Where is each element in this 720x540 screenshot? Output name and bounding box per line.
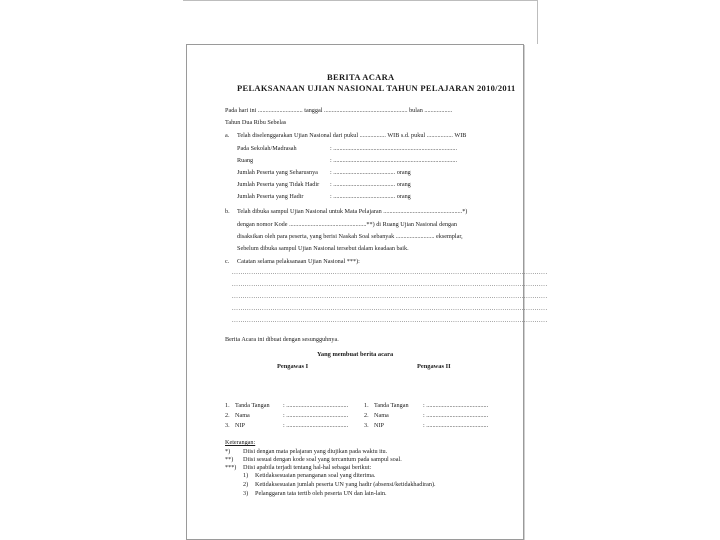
note-mark: *) [225,448,231,455]
sig-row-label: Nama [374,412,389,419]
sig-row-num: 1. [364,402,369,409]
section-b-line: Sebelum dibuka sampul Ujian Nasional tersebut dalam keadaan baik. [237,245,409,252]
intro-line: Pada hari ini ............................. tanggal ...................................................... bulan .................. [225,107,453,114]
sig-row-num: 2. [364,412,369,419]
notes-line: ................................................................................................................................................... [232,317,548,324]
sig-row-value: : ........................................ [283,422,349,429]
note-mark: ***) [225,464,237,471]
section-a-text: Telah diselenggarakan Ujian Nasional dari pukul ................. WIB s.d. pukul ................. WIB [237,132,467,139]
section-c-label: c. [225,258,230,265]
section-c-text: Catatan selama pelaksanaan Ujian Nasional ***): [237,258,360,265]
sig-row-num: 3. [364,422,369,429]
window-top-border [183,0,538,1]
subnote-num: 3) [243,490,249,497]
subnote-text: Ketidaksesuaian jumlah peserta UN yang hadir (absensi/ketidakhadiran). [255,481,436,488]
note-text: Diisi apabila terjadi tentang hal-hal sebagai berikut: [243,464,372,471]
field-value: : ................................................................................ [330,157,458,164]
field-label: Pada Sekolah/Madrasah [237,145,297,152]
sig-row-label: Tanda Tangan [235,402,270,409]
sig-row-num: 1. [225,402,230,409]
closing-statement: Berita Acara ini dibuat dengan sesungguhnya. [225,336,339,343]
supervisor-2-label: Pengawas II [417,363,451,370]
section-a-label: a. [225,132,230,139]
field-value: : ................................................................................ [330,145,458,152]
note-mark: **) [225,456,234,463]
notes-line: ................................................................................................................................................... [232,293,548,300]
field-label: Jumlah Peserta yang Seharusnya [237,169,318,176]
subnote-text: Pelanggaran tata tertib oleh peserta UN dan lain-lain. [255,490,387,497]
field-value: : ........................................ orang [330,181,411,188]
notes-line: ................................................................................................................................................... [232,305,548,312]
subnote-text: Ketidaksesuaian penanganan soal yang diterima. [255,472,376,479]
supervisor-1-label: Pengawas I [277,363,309,370]
field-value: : ........................................ orang [330,193,411,200]
sig-row-value: : ........................................ [423,422,489,429]
section-b-line: dengan nomor Kode ..................................................**) di Ruang Ujian Nasional dengan [237,221,457,228]
sig-row-num: 3. [225,422,230,429]
sig-row-num: 2. [225,412,230,419]
field-label: Jumlah Peserta yang Tidak Hadir [237,181,320,188]
subnote-num: 1) [243,472,249,479]
sig-row-label: Nama [235,412,250,419]
signers-title: Yang membuat berita acara [317,351,394,358]
sig-row-value: : ........................................ [283,402,349,409]
note-text: Diisi sesuai dengan kode soal yang tercantum pada sampul soal. [243,456,402,463]
field-label: Ruang [237,157,254,164]
notes-line: ................................................................................................................................................... [232,281,548,288]
doc-subtitle: PELAKSANAAN UJIAN NASIONAL TAHUN PELAJARAN 2010/2011 [237,83,516,93]
notes-line: ................................................................................................................................................... [232,269,548,276]
field-value: : ........................................ orang [330,169,411,176]
doc-title: BERITA ACARA [327,72,395,82]
sig-row-label: NIP [235,422,245,429]
sig-row-label: NIP [374,422,384,429]
notes-title: Keterangan: [225,439,256,446]
document-page [186,44,548,540]
note-text: Diisi dengan mata pelajaran yang diujikan pada waktu itu. [243,448,388,455]
subnote-num: 2) [243,481,249,488]
intro-year: Tahun Dua Ribu Sebelas [225,119,287,126]
section-b-line: Telah dibuka sampul Ujian Nasional untuk Mata Pelajaran ...................................................*) [237,208,468,215]
sig-row-value: : ........................................ [423,412,489,419]
section-b-label: b. [225,208,230,215]
sig-row-value: : ........................................ [423,402,489,409]
section-b-line: disaksikan oleh para peserta, yang berisi Naskah Soal sebanyak ......................... eksemplar, [237,233,463,240]
window-right-border [537,0,538,44]
field-label: Jumlah Peserta yang Hadir [237,193,304,200]
sig-row-label: Tanda Tangan [374,402,409,409]
sig-row-value: : ........................................ [283,412,349,419]
